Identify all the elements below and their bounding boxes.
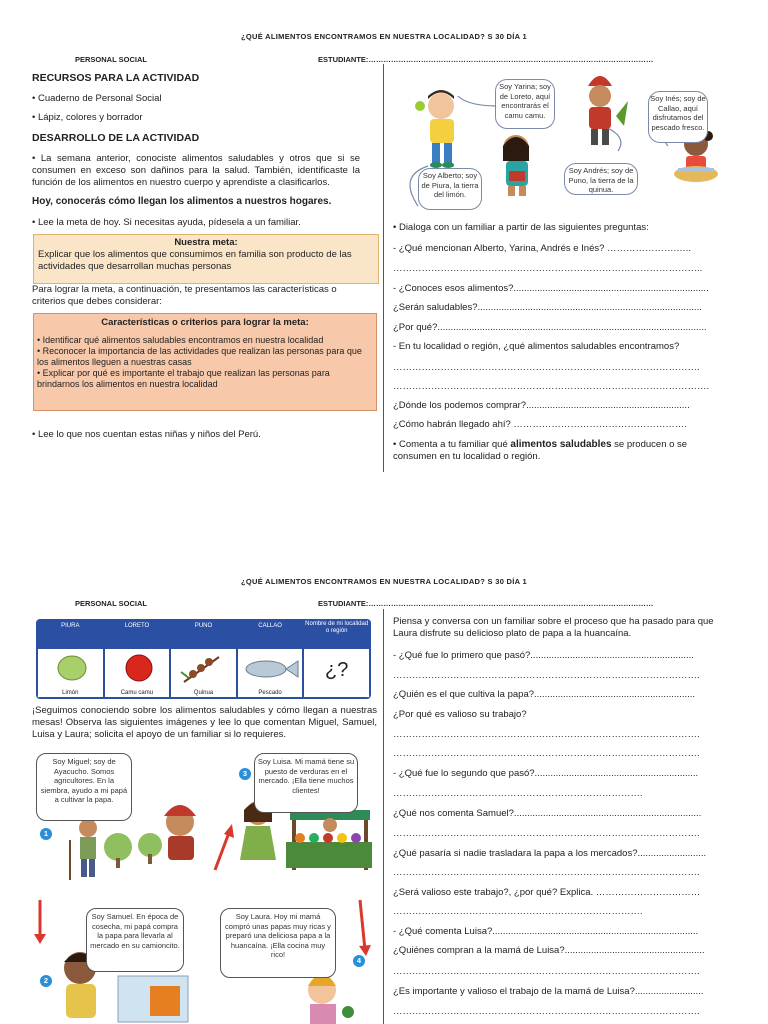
- development-heading: DESARROLLO DE LA ACTIVIDAD: [32, 132, 200, 144]
- table-cell-fish: [237, 648, 304, 698]
- food-name: Camu camu: [120, 690, 154, 696]
- yarina-figure: [503, 135, 529, 196]
- lemon-icon: [52, 653, 92, 683]
- question-who-grows: ¿Quién es el que cultiva la papa?.............................................................: [393, 689, 696, 700]
- bubble-miguel: Soy Miguel; soy de Ayacucho. Somos agricultores. En la siembra, ayudo a mi papá a cultivar la papa.: [36, 753, 132, 821]
- answer-line[interactable]: ……………………………………………………………………………………….: [393, 381, 710, 392]
- answer-line[interactable]: …………………………………………………………………………………….: [393, 828, 700, 839]
- page2-title: ¿QUÉ ALIMENTOS ENCONTRAMOS EN NUESTRA LOCALIDAD? S 30 DÍA 1: [241, 577, 527, 586]
- question-where-buy: ¿Dónde los podemos comprar?..............................................................: [393, 400, 690, 411]
- step-number-3: 3: [239, 768, 251, 780]
- comment-pre: • Comenta a tu familiar qué: [393, 439, 511, 450]
- answer-line[interactable]: ……………………………………………………………………………………..: [393, 263, 703, 274]
- resources-heading: RECURSOS PARA LA ACTIVIDAD: [32, 72, 200, 84]
- question-first: - ¿Qué fue lo primero que pasó?..............................................................: [393, 650, 694, 661]
- table-header-my-region: Nombre de mi localidad o región: [303, 620, 370, 648]
- answer-line[interactable]: …………………………………………………………………………………….: [393, 362, 700, 373]
- answer-line[interactable]: …………………………………………………………………………………….: [393, 966, 700, 977]
- question-luisa: - ¿Qué comenta Luisa?..............................................................................: [393, 926, 699, 937]
- column-divider: [383, 609, 384, 1024]
- achieve-text: Para lograr la meta, a continuación, te presentamos las características o criterios que debes considerar:: [32, 284, 337, 307]
- bubble-alberto: Soy Alberto; soy de Piura, la tierra del limón.: [418, 168, 482, 210]
- question-valuable-work: ¿Será valioso este trabajo?, ¿por qué? Explica. ……………………………: [393, 887, 701, 898]
- camu-camu-icon: [119, 653, 159, 683]
- question-mention: - ¿Qué mencionan Alberto, Yarina, Andrés e Inés? ………………….…..: [393, 243, 691, 254]
- comment-post: se producen o se consumen en tu localidad o región.: [393, 439, 688, 462]
- bubble-ines: Soy Inés; soy de Callao, aquí disfrutamos del pescado fresco.: [648, 91, 708, 143]
- today-text: Hoy, conocerás cómo llegan los alimentos a nuestros hogares.: [32, 196, 332, 207]
- comment-text: [393, 439, 711, 463]
- question-samuel: ¿Qué nos comenta Samuel?.......................................................................: [393, 808, 702, 819]
- alberto-figure: [415, 90, 454, 168]
- answer-line[interactable]: …………………………………………………………………….: [393, 906, 643, 917]
- answer-line[interactable]: …………………………………………………………………………………….: [393, 867, 700, 878]
- quinua-icon: [179, 652, 229, 684]
- table-header-piura: PIURA: [37, 620, 104, 648]
- question-local-foods: - En tu localidad o región, ¿qué alimentos saludables encontramos?: [393, 341, 680, 352]
- question-healthy: ¿Serán saludables?.....................................................................................: [393, 302, 702, 313]
- criteria-box: [33, 313, 377, 411]
- bubble-yarina: Soy Yarina; soy de Loreto, aquí encontrarás el camu camu.: [495, 79, 555, 129]
- criteria-3: • Explicar por qué es importante el trabajo que realizan las personas para brindarnos los alimentos en nuestra localidad: [37, 368, 330, 389]
- resource-notebook: • Cuaderno de Personal Social: [32, 93, 162, 104]
- step-number-1: 1: [40, 828, 52, 840]
- criteria-title: Características o criterios para lograr la meta:: [101, 317, 309, 328]
- bubble-samuel: Soy Samuel. En época de cosecha, mi papá compra la papa para llevarla al mercado en su camioncito.: [86, 908, 184, 972]
- goal-title: Nuestra meta:: [174, 237, 238, 248]
- bubble-luisa: Soy Luisa. Mi mamá tiene su puesto de verduras en el mercado. ¡Ella tiene muchos clientes!: [254, 753, 358, 813]
- criteria-2: • Reconocer la importancia de las actividades que realizan las personas para que los alimentos lleguen a nuestras casas: [37, 346, 362, 367]
- resource-pencil: • Lápiz, colores y borrador: [32, 112, 143, 123]
- andres-figure: [588, 76, 628, 145]
- question-why-valuable: ¿Por qué es valioso su trabajo?: [393, 709, 527, 720]
- think-intro: Piensa y conversa con un familiar sobre el proceso que ha pasado para que Laura disfrute su delicioso plato de papa a la huancaína.: [393, 616, 714, 639]
- bubble-laura: Soy Laura. Hoy mi mamá compró unas papas muy ricas y preparó una deliciosa papa a la huancaína. ¡Ella cocina muy rico!: [220, 908, 336, 978]
- question-why: ¿Por qué?......................................................................................................: [393, 322, 707, 333]
- answer-line[interactable]: …………………………………………………………………………………….: [393, 748, 700, 759]
- step-number-4: 4: [353, 955, 365, 967]
- question-mother-work: ¿Es importante y valioso el trabajo de la mamá de Luisa?..........................: [393, 986, 704, 997]
- question-no-transport: ¿Qué pasaría si nadie trasladara la papa a los mercados?..........................: [393, 848, 707, 859]
- step-number-2: 2: [40, 975, 52, 987]
- answer-line[interactable]: …………………………………………………………………………………….: [393, 670, 700, 681]
- food-name: Limón: [62, 690, 79, 696]
- foods-table: [36, 619, 371, 699]
- unknown-food-mark: ¿?: [325, 659, 349, 681]
- development-text: • La semana anterior, conociste alimentos saludables y otros que si se consumen en exceso son dañinos para la salud. También, identificaste la función de los alimentos en nuestro cuerpo y aprendiste a clasificarlos.: [32, 153, 360, 188]
- page1-title: ¿QUÉ ALIMENTOS ENCONTRAMOS EN NUESTRA LOCALIDAD? S 30 DÍA 1: [241, 32, 527, 41]
- table-header-callao: CALLAO: [237, 620, 304, 648]
- question-how-arrived: ¿Cómo habrán llegado ahí? ……………………………………………….: [393, 419, 688, 430]
- food-name: Pescado: [258, 690, 282, 696]
- subject-label: PERSONAL SOCIAL: [75, 599, 147, 608]
- story-illustration: [30, 750, 378, 1024]
- fish-icon: [240, 654, 300, 684]
- read-kids-text: • Lee lo que nos cuentan estas niñas y niños del Perú.: [32, 429, 261, 440]
- dialog-intro: • Dialoga con un familiar a partir de las siguientes preguntas:: [393, 222, 649, 233]
- table-cell-lemon: [37, 648, 104, 698]
- table-cell-my-region[interactable]: [303, 648, 370, 698]
- goal-box: [33, 234, 379, 284]
- table-header-puno: PUNO: [170, 620, 237, 648]
- subject-label: PERSONAL SOCIAL: [75, 55, 147, 64]
- criteria-1: • Identificar qué alimentos saludables encontramos en nuestra localidad: [37, 335, 324, 345]
- student-field[interactable]: ESTUDIANTE:……………………………………………………………………………………………………: [318, 599, 654, 608]
- comment-bold: alimentos saludables: [510, 439, 612, 450]
- food-name: Quinua: [193, 690, 214, 696]
- question-know-foods: - ¿Conoces esos alimentos?..........................................................................: [393, 283, 709, 294]
- goal-text: Explicar que los alimentos que consumimos en familia son producto de las actividades que desarrollan muchas personas: [38, 249, 352, 272]
- read-goal-text: • Lee la meta de hoy. Si necesitas ayuda, pídesela a un familiar.: [32, 217, 301, 228]
- question-who-buys: ¿Quiénes compran a la mamá de Luisa?.....................................................: [393, 945, 705, 956]
- question-second: - ¿Qué fue lo segundo que pasó?..............................................................: [393, 768, 699, 779]
- bubble-andres: Soy Andrés; soy de Puno, la tierra de la quinua.: [564, 163, 638, 195]
- table-cell-quinua: [170, 648, 237, 698]
- table-cell-camu: [104, 648, 171, 698]
- answer-line[interactable]: …………………………………………………………………………………….: [393, 729, 700, 740]
- answer-line[interactable]: …………………………………………………………………………………….: [393, 1006, 700, 1017]
- student-field[interactable]: ESTUDIANTE:……………………………………………………………………………………………………: [318, 55, 654, 64]
- answer-line[interactable]: …………………………………………………………………….: [393, 788, 643, 799]
- intro-text: ¡Seguimos conociendo sobre los alimentos saludables y cómo llegan a nuestras mesas! Observa las siguientes imágenes y lee lo que comentan Miguel, Samuel, Luisa y Laura; solicita el apoyo de un familiar si lo requieres.: [32, 705, 377, 740]
- table-header-loreto: LORETO: [104, 620, 171, 648]
- column-divider: [383, 64, 384, 472]
